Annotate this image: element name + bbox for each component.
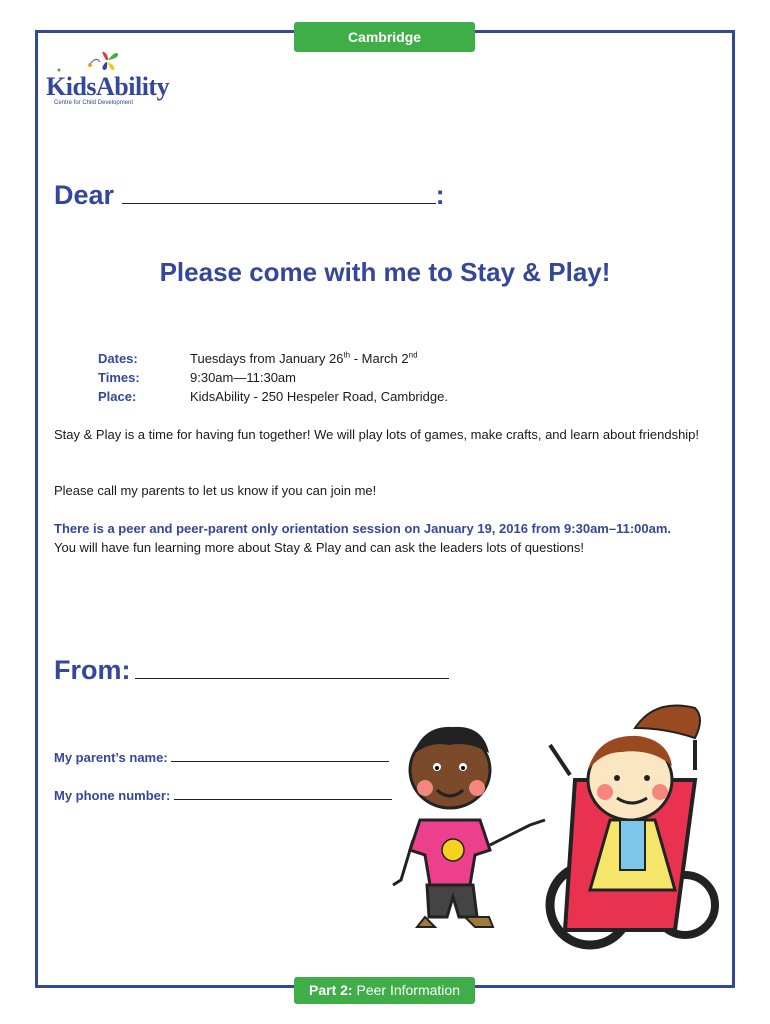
from-label: From: bbox=[54, 655, 131, 685]
event-details bbox=[98, 349, 448, 406]
part-title: Peer Information bbox=[356, 982, 460, 998]
logo-tagline: Centre for Child Development bbox=[54, 100, 134, 106]
orientation-highlight: There is a peer and peer-parent only orientation session on January 19, 2016 from 9:30am–11:00am. bbox=[54, 521, 672, 536]
orientation-paragraph bbox=[54, 519, 704, 557]
page-title: Please come with me to Stay & Play! bbox=[159, 257, 611, 287]
boy-figure bbox=[393, 727, 545, 927]
call-paragraph: Please call my parents to let us know if you can join me! bbox=[54, 483, 377, 498]
logo-wordmark: KidsAbility bbox=[46, 72, 170, 101]
location-tab: Cambridge bbox=[294, 22, 475, 52]
dates-value: Tuesdays from January 26th - March 2nd bbox=[190, 350, 418, 366]
salutation-colon: : bbox=[435, 180, 445, 210]
parent-name-field bbox=[54, 749, 389, 765]
salutation-label: Dear bbox=[54, 180, 115, 210]
orientation-note: You will have fun learning more about Stay & Play and can ask the leaders lots of questions! bbox=[54, 540, 584, 555]
place-value: KidsAbility - 250 Hespeler Road, Cambridge. bbox=[190, 389, 448, 404]
times-row bbox=[98, 368, 448, 387]
part-indicator-tab bbox=[294, 977, 475, 1004]
girl-in-wheelchair-figure bbox=[550, 706, 715, 946]
place-row bbox=[98, 387, 448, 406]
parent-name-label: My parent’s name: bbox=[54, 750, 168, 765]
place-label: Place: bbox=[98, 389, 137, 404]
salutation-line bbox=[54, 180, 445, 211]
phone-label: My phone number: bbox=[54, 788, 171, 803]
parent-name-blank[interactable] bbox=[171, 749, 389, 762]
two-children-illustration bbox=[385, 700, 725, 950]
kidsability-logo bbox=[46, 50, 170, 110]
from-line bbox=[54, 655, 449, 686]
phone-number-field bbox=[54, 787, 392, 803]
part-label: Part 2: bbox=[309, 982, 353, 998]
recipient-name-blank[interactable] bbox=[122, 183, 436, 204]
sender-name-blank[interactable] bbox=[135, 658, 449, 679]
phone-number-blank[interactable] bbox=[174, 787, 392, 800]
times-label: Times: bbox=[98, 370, 140, 385]
dates-row bbox=[98, 349, 448, 368]
times-value: 9:30am—11:30am bbox=[190, 370, 296, 385]
dates-label: Dates: bbox=[98, 351, 138, 366]
intro-paragraph: Stay & Play is a time for having fun together! We will play lots of games, make crafts, and learn about friendship! bbox=[54, 427, 700, 442]
